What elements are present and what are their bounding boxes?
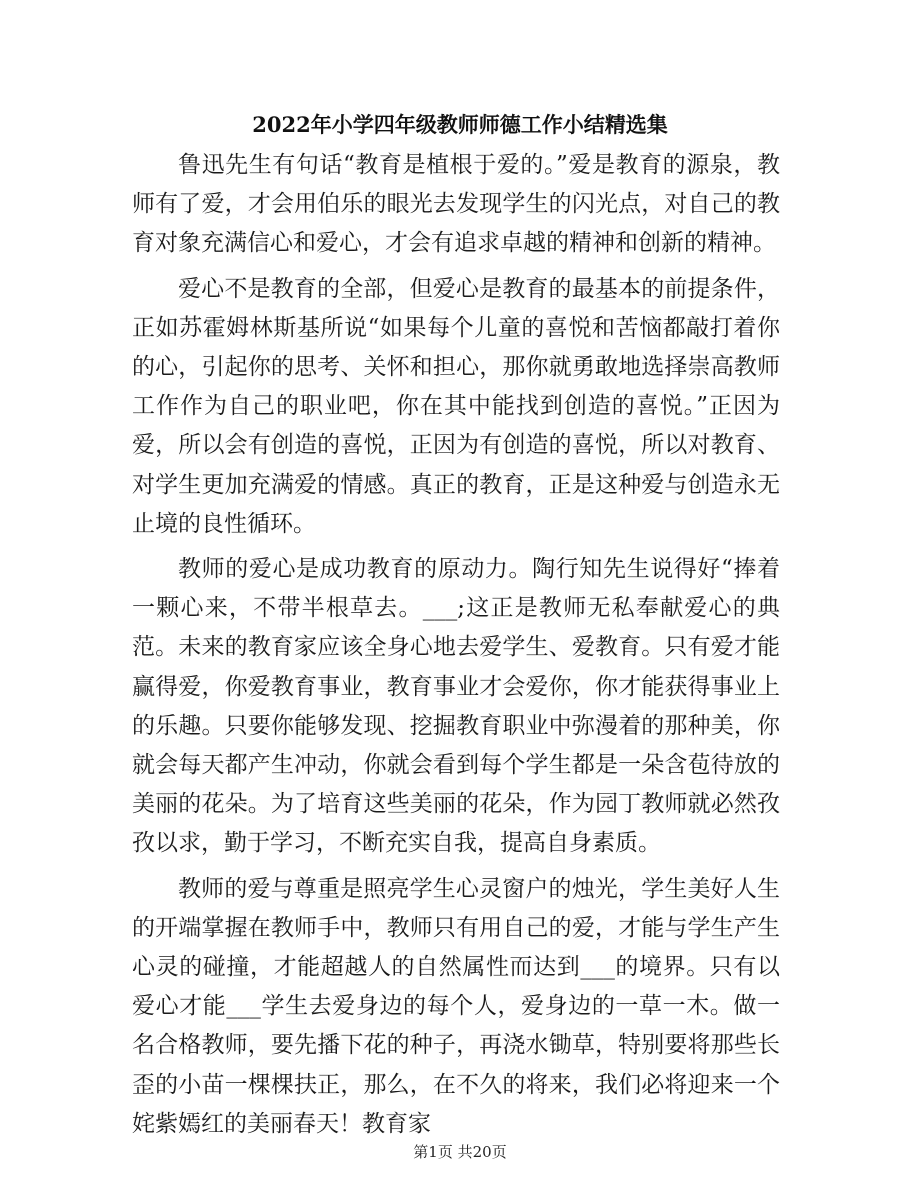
paragraph-1: 鲁迅先生有句话“教育是植根于爱的。”爱是教育的源泉，教师有了爱，才会用伯乐的眼光去发现学生的闪光点，对自己的教育对象充满信心和爱心，才会有追求卓越的精神和创新的精神。 xyxy=(132,152,780,257)
document-title: 2022年小学四年级教师师德工作小结精选集 xyxy=(252,112,668,137)
paragraph-2: 爱心不是教育的全部，但爱心是教育的最基本的前提条件，正如苏霍姆林斯基所说“如果每个儿童的喜悦和苦恼都敲打着你的心，引起你的思考、关怀和担心，那你就勇敢地选择崇高教师工作作为自己的职业吧，你在其中能找到创造的喜悦。”正因为爱，所以会有创造的喜悦，正因为有创造的喜悦，所以对教育、对学生更加充满爱的情感。真正的教育，正是这种爱与创造永无止境的良性循环。 xyxy=(132,275,780,537)
paragraph-4: 教师的爱与尊重是照亮学生心灵窗户的烛光，学生美好人生的开端掌握在教师手中，教师只有用自己的爱，才能与学生产生心灵的碰撞，才能超越人的自然属性而达到___的境界。只有以爱心才能___学生去爱身边的每个人，爱身边的一草一木。做一名合格教师，要先播下花的种子，再浇水锄草，特别要将那些长歪的小苗一棵棵扶正，那么，在不久的将来，我们必将迎来一个姹紫嫣红的美丽春天！教育家 xyxy=(132,875,780,1137)
page-footer: 第1页 共20页 xyxy=(413,1143,507,1161)
paragraph-3: 教师的爱心是成功教育的原动力。陶行知先生说得好“捧着一颗心来，不带半根草去。___;这正是教师无私奉献爱心的典范。未来的教育家应该全身心地去爱学生、爱教育。只有爱才能赢得爱，你爱教育事业，教育事业才会爱你，你才能获得事业上的乐趣。只要你能够发现、挖掘教育职业中弥漫着的那种美，你就会每天都产生冲动，你就会看到每个学生都是一朵含苞待放的美丽的花朵。为了培育这些美丽的花朵，作为园丁教师就必然孜孜以求，勤于学习，不断充实自我，提高自身素质。 xyxy=(132,556,780,857)
document-body xyxy=(132,146,780,1150)
